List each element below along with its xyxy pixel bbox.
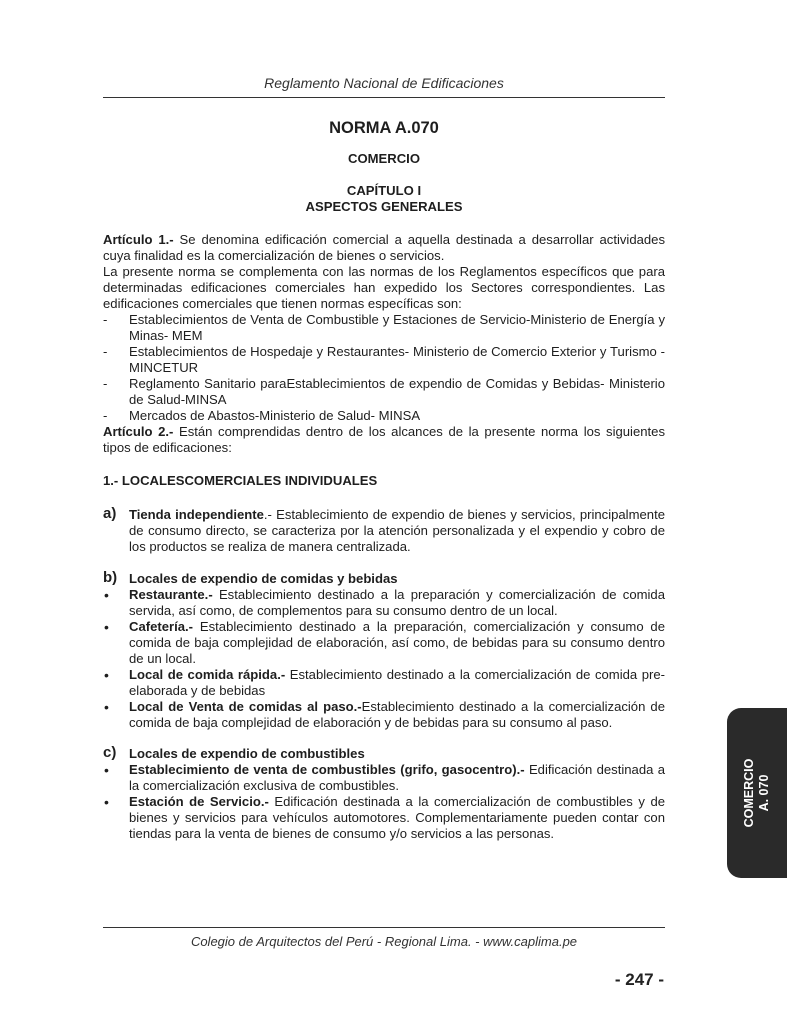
dash-mark: - [103, 408, 108, 423]
article-1-text: Se denomina edificación comercial a aquella destinada a desarrollar actividades cuya finalidad es la comercialización de bienes o servicios. [103, 232, 665, 263]
bullet-mark: • [104, 762, 109, 778]
specific-norms-list [103, 312, 665, 424]
item-a [103, 507, 665, 555]
bullet-mark: • [104, 619, 109, 635]
bullet-term: Restaurante.- [129, 587, 213, 602]
chapter-number: CAPÍTULO I [346, 183, 422, 198]
item-letter: c) [103, 744, 117, 761]
list-item-text: Establecimientos de Hospedaje y Restaurantes- Ministerio de Comercio Exterior y Turismo - MINCETUR [129, 344, 665, 375]
bullet-text: Edificación destinada a la comercialización exclusiva de combustibles. [129, 762, 665, 793]
norma-title: NORMA A.070 [329, 119, 439, 137]
section-heading: 1.- LOCALESCOMERCIALES INDIVIDUALES [103, 473, 378, 488]
list-item [103, 699, 665, 731]
item-c-heading [103, 746, 665, 762]
article-1 [103, 232, 665, 264]
bullet-mark: • [104, 587, 109, 603]
running-header: Reglamento Nacional de Edificaciones [264, 75, 504, 91]
item-a-term: Tienda independiente [129, 507, 264, 522]
list-item [103, 794, 665, 842]
item-b-list [103, 587, 665, 731]
article-1-label: Artículo 1.- [103, 232, 174, 247]
article-2 [103, 424, 665, 456]
item-b-heading [103, 571, 665, 587]
list-item-text: Establecimientos de Venta de Combustible y Estaciones de Servicio-Ministerio de Energía y Minas- MEM [129, 312, 665, 343]
article-2-label: Artículo 2.- [103, 424, 174, 439]
dash-mark: - [103, 312, 108, 327]
page-number: - 247 - [614, 970, 664, 989]
item-c-title: Locales de expendio de combustibles [129, 746, 365, 761]
dash-mark: - [103, 344, 108, 359]
bullet-term: Local de Venta de comidas al paso.- [129, 699, 362, 714]
item-c-list [103, 762, 665, 842]
side-tab-line-2: A. 070 [757, 774, 771, 812]
item-letter: a) [103, 505, 117, 522]
list-item [103, 312, 665, 344]
running-footer: Colegio de Arquitectos del Perú - Regional Lima. - www.caplima.pe [190, 934, 578, 949]
side-tab-label [742, 759, 772, 828]
list-item-text: Mercados de Abastos-Ministerio de Salud- MINSA [129, 408, 421, 423]
list-item-text: Reglamento Sanitario paraEstablecimientos de expendio de Comidas y Bebidas- Ministerio de Salud-MINSA [129, 376, 665, 407]
footer-rule [103, 927, 665, 928]
header-rule [103, 97, 665, 98]
list-item [103, 667, 665, 699]
item-b-title: Locales de expendio de comidas y bebidas [129, 571, 398, 586]
bullet-mark: • [104, 667, 109, 683]
bullet-mark: • [104, 794, 109, 810]
list-item [103, 762, 665, 794]
complement-paragraph: La presente norma se complementa con las normas de los Reglamentos específicos que para determinadas edificaciones comerciales han expedido los Sectores correspondientes. Las edificaciones comerciales que tienen normas específicas son: [103, 264, 665, 311]
list-item [103, 587, 665, 619]
article-2-text: Están comprendidas dentro de los alcances de la presente norma los siguientes tipos de edificaciones: [103, 424, 665, 455]
bullet-text: Establecimiento destinado a la preparación, comercialización y consumo de comida de baja complejidad de elaboración, así como, de bebidas para su consumo dentro de un local. [129, 619, 665, 666]
list-item [103, 408, 665, 424]
chapter-title: ASPECTOS GENERALES [305, 199, 463, 214]
bullet-mark: • [104, 699, 109, 715]
item-a-text: .- Establecimiento de expendio de bienes y servicios, principalmente de consumo directo, se caracteriza por la atención personalizada y el expendio y cobro de los productos se realiza de manera centralizada. [129, 507, 665, 554]
page-body [103, 118, 665, 842]
side-tab-line-1: COMERCIO [742, 758, 756, 828]
section-side-tab [727, 708, 787, 878]
bullet-text: Establecimiento destinado a la comercialización de comida pre-elaborada y de bebidas [129, 667, 666, 698]
bullet-term: Local de comida rápida.- [129, 667, 286, 682]
list-item [103, 344, 665, 376]
dash-mark: - [103, 376, 108, 391]
bullet-term: Cafetería.- [129, 619, 194, 634]
bullet-text: Establecimiento destinado a la comercialización de comida de baja complejidad de elaboración y de bebidas para su consumo al paso. [129, 699, 665, 730]
bullet-text: Edificación destinada a la comercialización de combustibles y de bienes y servicios para vehículos automotores. Complementariamente pueden contar con tiendas para la venta de bienes de consumo y/o servicios a las personas. [129, 794, 666, 841]
bullet-text: Establecimiento destinado a la preparación y comercialización de comida servida, así como, de complementos para su consumo dentro de un local. [129, 587, 665, 618]
bullet-term: Estación de Servicio.- [129, 794, 269, 809]
list-item [103, 619, 665, 667]
item-letter: b) [103, 569, 118, 586]
bullet-term: Establecimiento de venta de combustibles (grifo, gasocentro).- [129, 762, 525, 777]
comercio-heading: COMERCIO [347, 151, 420, 166]
list-item [103, 376, 665, 408]
